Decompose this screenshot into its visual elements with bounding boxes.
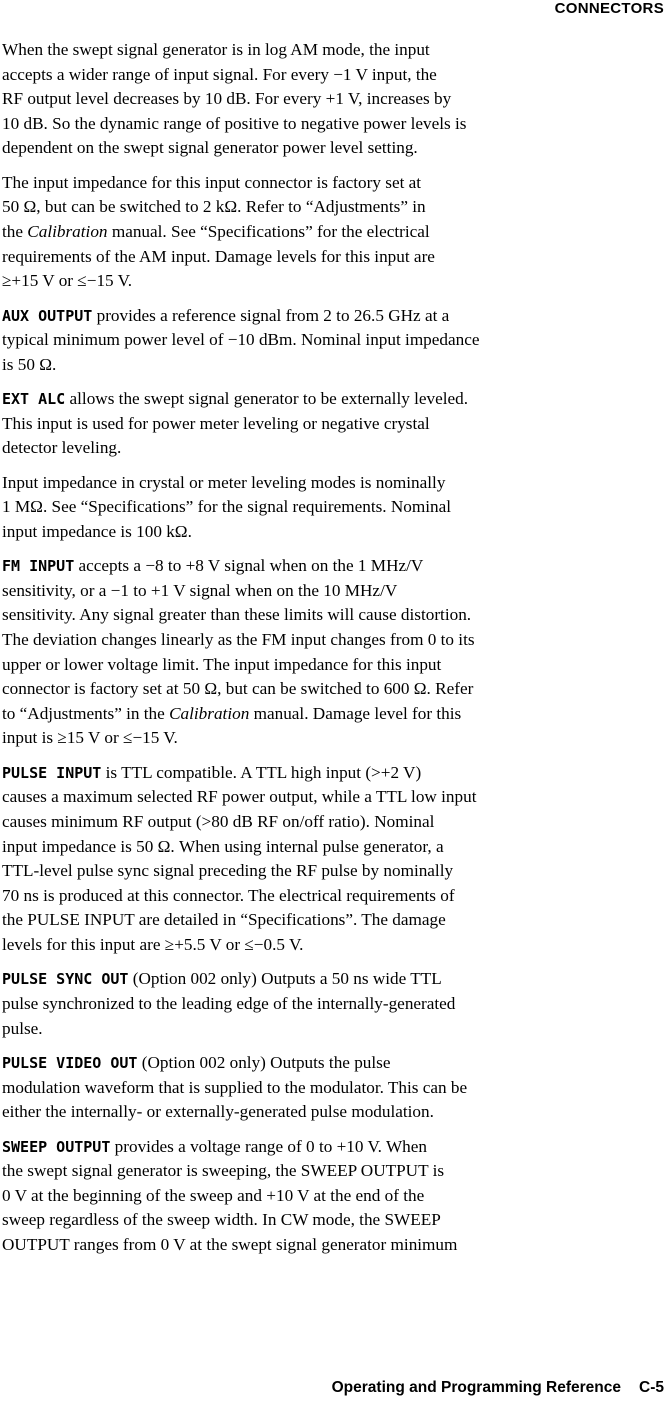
text-line: ≥+15 V or ≤−15 V.	[2, 271, 133, 291]
connector-name-sweep-output: SWEEP OUTPUT	[2, 1137, 111, 1156]
text-line	[2, 304, 666, 329]
text-line	[2, 1135, 666, 1160]
text-line: pulse.	[2, 1018, 43, 1038]
text-line: When the swept signal generator is in log AM mode, the input	[2, 40, 430, 59]
text-line: input is ≥15 V or ≤−15 V.	[2, 728, 178, 748]
paragraph-pulse-sync-out	[2, 967, 666, 1041]
page-body	[2, 38, 666, 1267]
connector-name-pulse-sync-out: PULSE SYNC OUT	[2, 970, 129, 989]
text-line	[2, 1051, 666, 1076]
text-line: OUTPUT ranges from 0 V at the swept signal generator minimum	[2, 1234, 458, 1254]
text-line: 70 ns is produced at this connector. The electrical requirements of	[2, 885, 455, 905]
text-line: is 50 Ω.	[2, 354, 57, 374]
text-line: typical minimum power level of −10 dBm. Nominal input impedance	[2, 330, 480, 350]
text-line	[2, 554, 666, 579]
paragraph-pulse-input	[2, 761, 666, 958]
connector-name-ext-alc: EXT ALC	[2, 390, 66, 409]
footer-title: Operating and Programming Reference	[331, 1379, 622, 1396]
text-line	[2, 967, 666, 992]
text-fragment: is TTL compatible. A TTL high input (>+2 V)	[101, 762, 422, 782]
text-line: input impedance is 100 kΩ.	[2, 521, 192, 541]
text-line: sensitivity. Any signal greater than these limits will cause distortion.	[2, 605, 472, 625]
text-line: 50 Ω, but can be switched to 2 kΩ. Refer to “Adjustments” in	[2, 197, 426, 217]
text-line	[2, 761, 666, 786]
text-fragment: allows the swept signal generator to be externally leveled.	[65, 389, 469, 409]
paragraph-am-impedance	[2, 171, 666, 294]
connector-name-pulse-input: PULSE INPUT	[2, 763, 102, 782]
text-line: 1 MΩ. See “Specifications” for the signal requirements. Nominal	[2, 497, 452, 517]
text-line: levels for this input are ≥+5.5 V or ≤−0.5 V.	[2, 934, 304, 954]
text-line: The input impedance for this input connector is factory set at	[2, 172, 422, 192]
text-line: causes minimum RF output (>80 dB RF on/off ratio). Nominal	[2, 812, 435, 831]
connector-name-pulse-video-out: PULSE VIDEO OUT	[2, 1053, 138, 1072]
text-line: 10 dB. So the dynamic range of positive to negative power levels is	[2, 113, 467, 133]
text-line	[2, 387, 666, 412]
paragraph-log-am	[2, 38, 666, 161]
text-line: to “Adjustments” in the Calibration manual. Damage level for this	[2, 703, 462, 723]
paragraph-aux-output	[2, 304, 666, 378]
text-line: detector leveling.	[2, 438, 122, 458]
paragraph-ext-alc	[2, 387, 666, 461]
paragraph-pulse-video-out	[2, 1051, 666, 1125]
text-fragment: provides a reference signal from 2 to 26.5 GHz at a	[92, 305, 450, 325]
connector-name-fm-input: FM INPUT	[2, 557, 75, 576]
text-line: the Calibration manual. See “Specifications” for the electrical	[2, 221, 430, 241]
text-line: modulation waveform that is supplied to the modulator. This can be	[2, 1077, 468, 1097]
text-line: the PULSE INPUT are detailed in “Specifications”. The damage	[2, 910, 446, 930]
paragraph-ext-alc-impedance	[2, 471, 666, 545]
text-line: connector is factory set at 50 Ω, but can be switched to 600 Ω. Refer	[2, 679, 474, 699]
page-footer	[332, 1379, 664, 1397]
text-line: pulse synchronized to the leading edge of the internally-generated	[2, 993, 456, 1013]
text-line: input impedance is 50 Ω. When using internal pulse generator, a	[2, 836, 444, 856]
text-line: sweep regardless of the sweep width. In CW mode, the SWEEP	[2, 1210, 441, 1230]
text-line: 0 V at the beginning of the sweep and +10 V at the end of the	[2, 1185, 425, 1205]
text-fragment: provides a voltage range of 0 to +10 V. When	[110, 1136, 427, 1156]
text-fragment: accepts a −8 to +8 V signal when on the 1 MHz/V	[74, 556, 424, 576]
text-line: requirements of the AM input. Damage levels for this input are	[2, 246, 435, 266]
text-line: The deviation changes linearly as the FM input changes from 0 to its	[2, 630, 475, 650]
text-line: causes a maximum selected RF power output, while a TTL low input	[2, 787, 477, 807]
section-header: CONNECTORS	[554, 0, 664, 17]
text-line: sensitivity, or a −1 to +1 V signal when on the 10 MHz/V	[2, 580, 398, 600]
paragraph-sweep-output	[2, 1135, 666, 1258]
text-line: Input impedance in crystal or meter leveling modes is nominally	[2, 472, 446, 492]
paragraph-fm-input	[2, 554, 666, 751]
text-line: accepts a wider range of input signal. For every −1 V input, the	[2, 64, 437, 84]
text-line: TTL-level pulse sync signal preceding the RF pulse by nominally	[2, 861, 454, 881]
text-line: the swept signal generator is sweeping, the SWEEP OUTPUT is	[2, 1161, 445, 1181]
text-line: upper or lower voltage limit. The input impedance for this input	[2, 654, 442, 674]
text-line: dependent on the swept signal generator power level setting.	[2, 138, 418, 158]
text-fragment: (Option 002 only) Outputs the pulse	[137, 1052, 391, 1072]
text-line: This input is used for power meter leveling or negative crystal	[2, 413, 430, 433]
text-line: either the internally- or externally-generated pulse modulation.	[2, 1102, 434, 1122]
page-number: C-5	[639, 1379, 664, 1396]
text-line: RF output level decreases by 10 dB. For every +1 V, increases by	[2, 89, 452, 109]
connector-name-aux-output: AUX OUTPUT	[2, 306, 93, 325]
text-fragment: (Option 002 only) Outputs a 50 ns wide TTL	[128, 969, 442, 989]
